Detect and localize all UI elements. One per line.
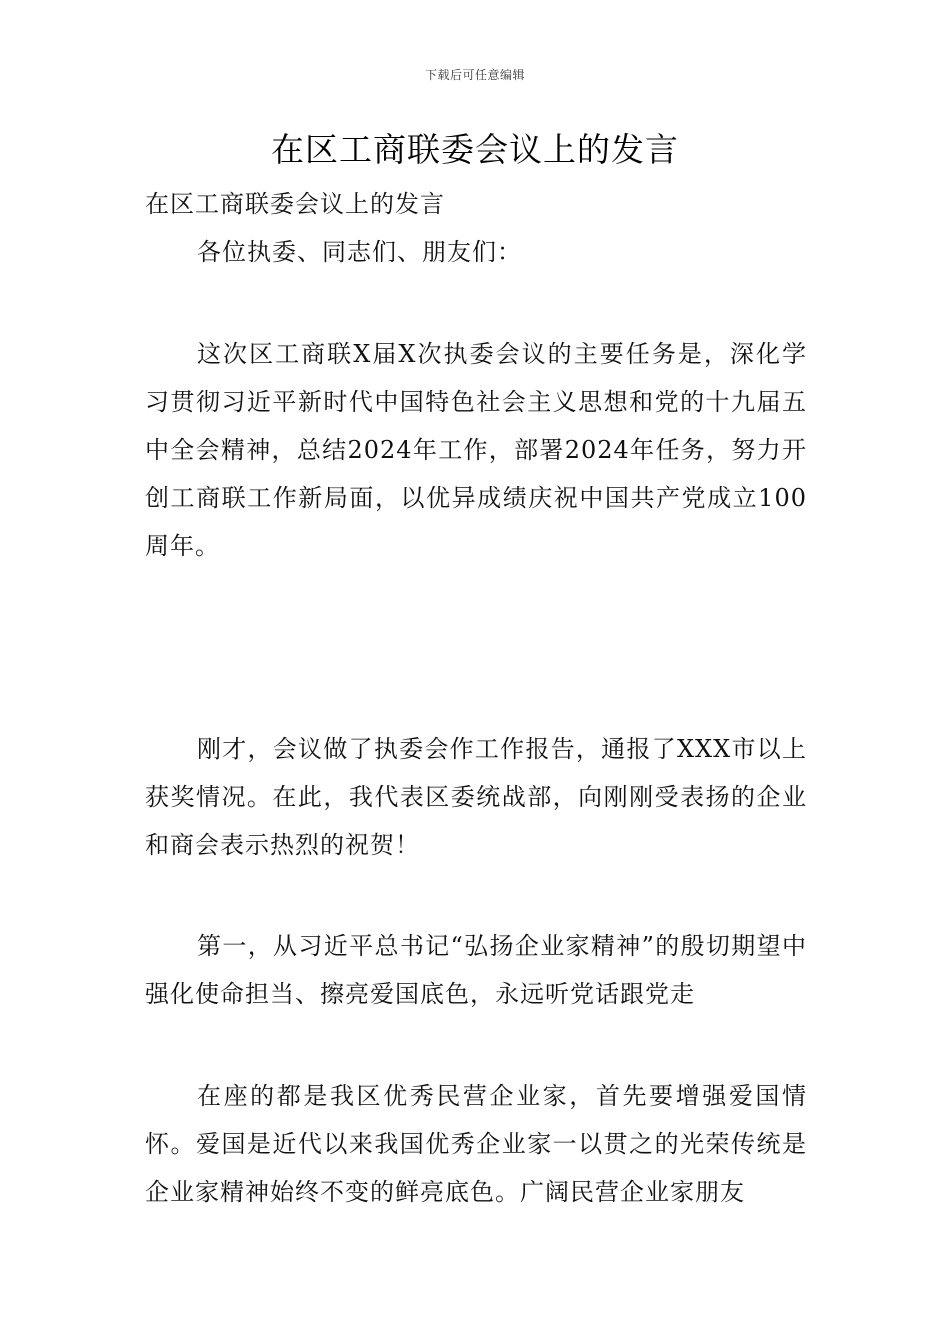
greeting-paragraph: 各位执委、同志们、朋友们： bbox=[197, 238, 522, 266]
document-subtitle: 在区工商联委会议上的发言 bbox=[145, 190, 445, 218]
body-paragraph: 这次区工商联X届X次执委会议的主要任务是，深化学习贯彻习近平新时代中国特色社会主义思想和党的十九届五中全会精神，总结2024年工作，部署2024年任务，努力开创工商联工作新局面，以优异成绩庆祝中国共产党成立100周年。 bbox=[145, 340, 807, 560]
body-paragraph: 刚才，会议做了执委会作工作报告，通报了XXX市以上获奖情况。在此，我代表区委统战部，向刚刚受表扬的企业和商会表示热烈的祝贺！ bbox=[145, 735, 807, 859]
document-title: 在区工商联委会议上的发言 bbox=[271, 130, 679, 169]
section-heading-paragraph: 第一，从习近平总书记“弘扬企业家精神”的殷切期望中强化使命担当、擦亮爱国底色，永远听党话跟党走 bbox=[145, 932, 807, 1008]
header-note: 下载后可任意编辑 bbox=[424, 68, 525, 82]
body-paragraph: 在座的都是我区优秀民营企业家，首先要增强爱国情怀。爱国是近代以来我国优秀企业家一以贯之的光荣传统是企业家精神始终不变的鲜亮底色。广阔民营企业家朋友 bbox=[145, 1082, 807, 1206]
